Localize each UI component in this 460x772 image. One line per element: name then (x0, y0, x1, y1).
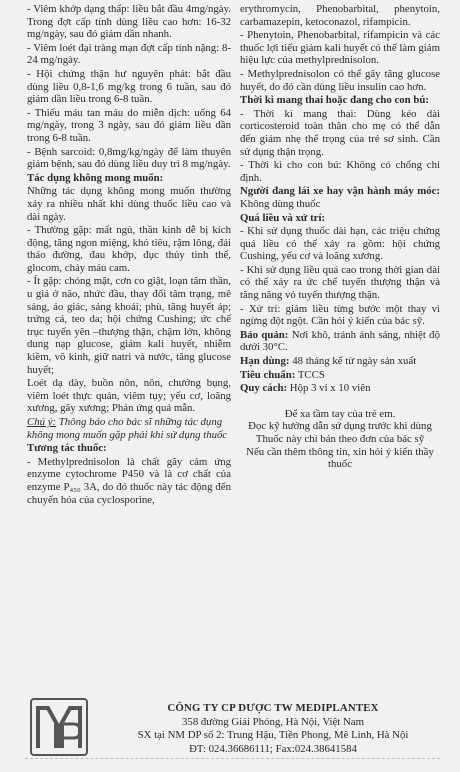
paragraph: - Khi sử dụng liều quá cao trong thời gian dài có thể xảy ra ức chế tuyến thượng thận và tăng năng vỏ tuyến thượng thận. (240, 263, 440, 302)
paragraph: - Phenytoin, Phenobarbital, rifampicin và các thuốc lợi tiểu giảm kali huyết có thể làm giảm hiệu lực của methylprednisolon. (240, 29, 440, 67)
heading-label: Tiêu chuẩn: (240, 368, 296, 381)
footer (0, 684, 460, 772)
warning-line: Để xa tầm tay của trẻ em. (284, 407, 396, 420)
section-heading (240, 382, 440, 395)
heading-label: Hạn dùng: (240, 355, 290, 368)
warning-line: Đọc kỹ hướng dẫn sử dụng trước khi dùng (248, 420, 432, 433)
section-heading (240, 355, 440, 368)
paragraph: - Viêm khớp dạng thấp: liều bắt đầu 4mg/ngày. Trong đợt cấp tính dùng liều cao hơn: 16-32 mg/ngày, sau đó giảm dần nhanh. (27, 3, 231, 41)
section-heading (240, 212, 440, 225)
heading-label: Bảo quản: (240, 328, 289, 341)
section-heading (27, 442, 231, 455)
paragraph: - Bệnh sarcoid: 0,8mg/kg/ngày để làm thuyên giảm bệnh, sau đó dùng liều duy trì 8 mg/ngày. (27, 145, 231, 171)
contact-phone-fax: ĐT: 024.36686111; Fax:024.38641584 (189, 742, 357, 755)
footer-divider (25, 758, 440, 759)
factory-address: SX tại NM DP số 2: Trung Hậu, Tiền Phong, Mê Linh, Hà Nội (137, 729, 409, 741)
paragraph: Loét dạ dày, buồn nôn, nôn, chướng bụng, viêm loét thực quản, viêm tụy; yếu cơ, loãng xương, gãy xương; Phản ứng quá mẫn. (27, 377, 231, 415)
note-text: Thông báo cho bác sĩ những tác dụng không mong muốn gặp phải khi sử dụng thuốc (27, 416, 228, 441)
paragraph: Những tác dụng không mong muốn thường xảy ra nhiều nhất khi dùng thuốc liều cao và dài ngày. (27, 185, 231, 223)
section-heading (240, 329, 440, 354)
heading-value: Không dùng thuốc (240, 197, 321, 210)
right-column (240, 3, 440, 471)
paragraph: - Methylprednisolon có thể gây tăng glucose huyết, do đó cần dùng liều insulin cao hơn. (240, 67, 440, 93)
note-paragraph (27, 416, 231, 441)
paragraph: - Khi sử dụng thuốc dài hạn, các triệu chứng quá liều có thể xảy ra gồm: hội chứng Cushing, yếu cơ và loãng xương. (240, 225, 440, 263)
left-column (27, 3, 231, 507)
paragraph: - Viêm loét đại tràng mạn đợt cấp tính nặng: 8-24 mg/ngày. (27, 41, 231, 67)
warning-line: Nếu cần thêm thông tin, xin hỏi ý kiến thầy thuốc (246, 445, 434, 471)
paragraph: - Hội chứng thận hư nguyên phát: bắt đầu dùng liều 0,8-1,6 mg/kg trong 6 tuần, sau đó giảm dần liều trong 6-8 tuần. (27, 67, 231, 106)
heading-value: Nơi khô, tránh ánh sáng, nhiệt độ dưới 30°C. (240, 328, 440, 354)
heading-label: Người đang lái xe hay vận hành máy móc: (240, 185, 440, 198)
company-name: CÔNG TY CP DƯỢC TW MEDIPLANTEX (167, 702, 379, 714)
mediplantex-logo-icon (30, 698, 88, 756)
heading-label: Quy cách: (240, 382, 288, 395)
heading-value: Hộp 3 vỉ x 10 viên (287, 382, 371, 395)
company-info (98, 702, 448, 756)
paragraph: - Thường gặp: mất ngủ, thần kinh dễ bị kích động, tăng ngon miệng, khó tiêu, rậm lông, đái tháo đường, đau khớp, đục thủy tinh thể, glocom, chảy máu cam. (27, 224, 231, 274)
paragraph: - Xử trí: giảm liều từng bước một thay vì ngừng đột ngột. Cần hỏi ý kiến của bác sỹ. (240, 302, 440, 328)
heading-label: Thời kì mang thai hoặc đang cho con bú: (240, 94, 429, 107)
paragraph: - Thiếu máu tan máu do miễn dịch: uống 64 mg/ngày, trong 3 ngày, sau đó giảm liều dần trong 6-8 tuần. (27, 106, 231, 144)
section-heading (240, 185, 440, 210)
heading-value: TCCS (295, 368, 325, 381)
paragraph: - Thời kì cho con bú: Không có chống chỉ định. (240, 159, 440, 184)
heading-label: Tác dụng không mong muốn: (27, 171, 164, 184)
section-heading (27, 172, 231, 185)
section-heading (240, 94, 440, 107)
paragraph: - Thời kì mang thai: Dùng kéo dài corticosteroid toàn thân cho mẹ có thể dẫn đến giảm nhẹ thể trọng của trẻ sơ sinh. Cần sử dụng thận trọng. (240, 107, 440, 158)
note-label: Chú ý: (27, 416, 57, 428)
paragraph: - Methylprednisolon là chất gây cảm ứng enzyme cytochrome P450 và là cơ chất của enzyme P₄₅₀ 3A, do đó thuốc này tác động đến chuyển hóa của cyclosporine, (27, 455, 231, 506)
spacer (240, 396, 440, 408)
paragraph: erythromycin, Phenobarbital, phenytoin, carbamazepin, ketoconazol, rifampicin. (240, 3, 440, 28)
company-address: 358 đường Giải Phóng, Hà Nội, Việt Nam (182, 715, 364, 728)
heading-label: Tương tác thuốc: (27, 442, 107, 455)
warning-line: Thuốc này chỉ bán theo đơn của bác sỹ (255, 433, 425, 445)
paragraph: - Ít gặp: chóng mặt, cơn co giật, loạn tâm thần, u giả ở não, nhức đầu, thay đổi tâm trạng, mê sảng, ảo giác, sảng khoái; phù, tăng huyết áp; trứng cá, teo da; hội chứng Cushing; ức chế trục tuyến yên –thượng thận, chậm lớn, không dung nạp glucose, giảm kali huyết, nhiễm kiềm, vô kinh, giữ natri và nước, tăng glucose huyết; (27, 275, 231, 376)
section-heading (240, 369, 440, 382)
heading-label: Quá liều và xử trí: (240, 211, 326, 224)
heading-value: 48 tháng kể từ ngày sản xuất (289, 355, 417, 368)
